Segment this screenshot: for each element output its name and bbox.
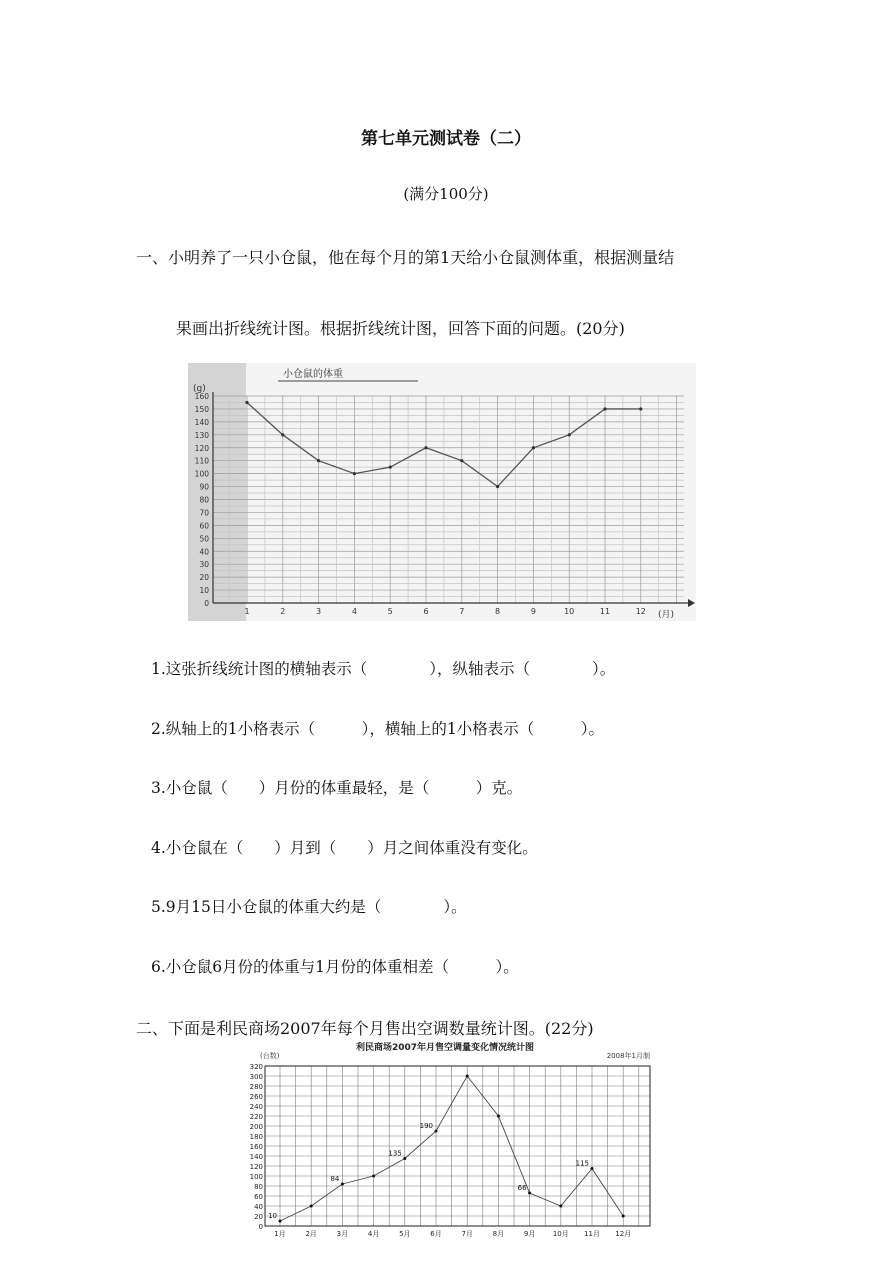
subquestion-6: 6.小仓鼠6月份的体重与1月份的体重相差（ ）。 <box>151 958 519 976</box>
y-tick-label: 80 <box>254 1183 263 1191</box>
y-tick-label: 260 <box>249 1093 263 1101</box>
x-tick-label: 2月 <box>305 1230 317 1238</box>
x-tick-label: 3 <box>316 607 322 616</box>
chart-date-note: 2008年1月制 <box>606 1052 650 1060</box>
data-point <box>424 446 427 449</box>
y-tick-label: 180 <box>249 1133 263 1141</box>
data-label: 66 <box>517 1184 527 1192</box>
data-point <box>568 433 571 436</box>
data-point <box>466 1075 469 1078</box>
y-tick-label: 120 <box>249 1163 263 1171</box>
x-tick-label: 11 <box>599 607 611 616</box>
y-tick-label: 60 <box>199 521 209 531</box>
aircon-sales-chart <box>230 1040 660 1240</box>
y-tick-label: 80 <box>199 495 209 505</box>
data-point <box>528 1192 531 1195</box>
y-tick-label: 160 <box>194 392 209 401</box>
x-tick-label: 1月 <box>274 1230 286 1238</box>
y-tick-label: 20 <box>199 573 209 583</box>
data-point <box>281 433 284 436</box>
data-point <box>389 466 392 469</box>
question-2-line-1: 二、下面是利民商场2007年每个月售出空调数量统计图。(22分) <box>136 1019 594 1038</box>
y-tick-label: 320 <box>249 1063 263 1071</box>
y-tick-label: 120 <box>194 443 209 453</box>
data-point <box>341 1183 344 1186</box>
x-tick-label: 8月 <box>492 1230 505 1238</box>
y-tick-label: 100 <box>249 1173 263 1181</box>
x-tick-label: 9月 <box>523 1230 536 1238</box>
data-point <box>403 1157 406 1160</box>
chart-title: 利民商场2007年月售空调量变化情况统计图 <box>355 1043 535 1053</box>
y-tick-label: 50 <box>199 534 209 544</box>
data-point <box>559 1205 562 1208</box>
data-point <box>435 1130 438 1133</box>
y-tick-label: 40 <box>199 547 209 557</box>
y-tick-label: 220 <box>249 1113 263 1121</box>
x-tick-label: 1 <box>244 607 250 616</box>
chart-background <box>188 363 696 621</box>
subquestion-3: 3.小仓鼠（ ）月份的体重最轻，是（ ）克。 <box>151 779 523 798</box>
hamster-weight-chart <box>188 363 696 621</box>
data-point <box>622 1215 625 1218</box>
data-label: 135 <box>388 1149 402 1158</box>
y-tick-label: 90 <box>199 482 209 492</box>
x-tick-label: 10月 <box>552 1230 569 1238</box>
data-label: 115 <box>575 1159 589 1168</box>
y-tick-label: 200 <box>249 1123 263 1131</box>
y-tick-label: 140 <box>249 1153 263 1161</box>
y-axis-label: (g) <box>193 384 206 394</box>
x-tick-label: 9 <box>530 607 536 616</box>
data-point <box>591 1167 594 1170</box>
x-tick-label: 5月 <box>399 1230 411 1238</box>
x-tick-label: 12月 <box>615 1230 632 1238</box>
chart-marks <box>268 1075 625 1223</box>
y-tick-label: 240 <box>249 1103 263 1111</box>
x-tick-label: 4月 <box>367 1230 380 1238</box>
y-tick-label: 100 <box>194 469 209 479</box>
data-point <box>245 401 248 404</box>
y-tick-label: 280 <box>249 1083 263 1091</box>
subquestion-2: 2.纵轴上的1小格表示（ ），横轴上的1小格表示（ ）。 <box>151 719 605 738</box>
y-tick-label: 30 <box>199 560 209 570</box>
x-tick-label: 11月 <box>584 1230 600 1238</box>
data-point <box>353 472 356 475</box>
x-tick-label: 5 <box>387 607 393 616</box>
y-tick-label: 20 <box>254 1213 263 1221</box>
x-tick-label: 10 <box>564 607 575 616</box>
x-tick-label: 6月 <box>430 1230 442 1238</box>
data-point <box>372 1175 375 1178</box>
subquestion-5: 5.9月15日小仓鼠的体重大约是（ ）。 <box>151 898 467 917</box>
y-tick-label: 160 <box>249 1143 263 1151</box>
data-point <box>460 459 463 462</box>
subquestion-4: 4.小仓鼠在（ ）月到（ ）月之间体重没有变化。 <box>151 838 538 857</box>
x-tick-label: 7 <box>459 607 465 616</box>
y-tick-label: 60 <box>254 1193 263 1201</box>
data-point <box>603 407 606 410</box>
question-1-line-1: 一、小明养了一只小仓鼠，他在每个月的第1天给小仓鼠测体重，根据测量结 <box>136 248 675 267</box>
x-tick-label: 8 <box>495 607 501 616</box>
y-tick-label: 300 <box>249 1073 263 1081</box>
data-point <box>496 485 499 488</box>
data-point <box>532 446 535 449</box>
x-tick-label: 3月 <box>336 1230 349 1238</box>
data-label: 190 <box>419 1122 433 1130</box>
page-subtitle: (满分100分) <box>403 185 489 203</box>
data-label: 10 <box>268 1212 277 1220</box>
y-tick-label: 150 <box>194 404 209 414</box>
y-tick-label: 140 <box>194 417 209 427</box>
x-axis-label: (月) <box>658 610 675 620</box>
y-tick-label: 110 <box>194 456 209 466</box>
y-tick-label: 40 <box>254 1203 263 1211</box>
x-tick-label: 4 <box>351 607 357 616</box>
y-tick-label: 0 <box>258 1223 263 1231</box>
question-1-line-2: 果画出折线统计图。根据折线统计图，回答下面的问题。(20分) <box>176 319 625 338</box>
x-tick-label: 12 <box>635 607 646 616</box>
x-tick-label: 2 <box>280 607 286 616</box>
x-tick-label: 7月 <box>461 1230 473 1238</box>
subquestion-1: 1.这张折线统计图的横轴表示（ ），纵轴表示（ ）。 <box>151 660 616 678</box>
data-label: 84 <box>330 1175 340 1183</box>
data-point <box>497 1115 500 1118</box>
page-title: 第七单元测试卷（二） <box>361 129 531 149</box>
chart-left-shade <box>188 363 246 621</box>
chart-title: 小仓鼠的体重 <box>283 369 343 380</box>
data-point <box>279 1220 282 1223</box>
y-tick-label: 130 <box>194 430 209 440</box>
x-tick-label: 6 <box>423 607 429 616</box>
data-point <box>310 1205 313 1208</box>
data-point <box>639 407 642 410</box>
y-axis-label: (台数) <box>260 1052 280 1060</box>
chart-grid <box>250 1063 650 1238</box>
data-point <box>317 459 320 462</box>
y-tick-label: 70 <box>199 508 209 518</box>
y-tick-label: 10 <box>199 586 209 596</box>
y-tick-label: 0 <box>204 599 209 608</box>
